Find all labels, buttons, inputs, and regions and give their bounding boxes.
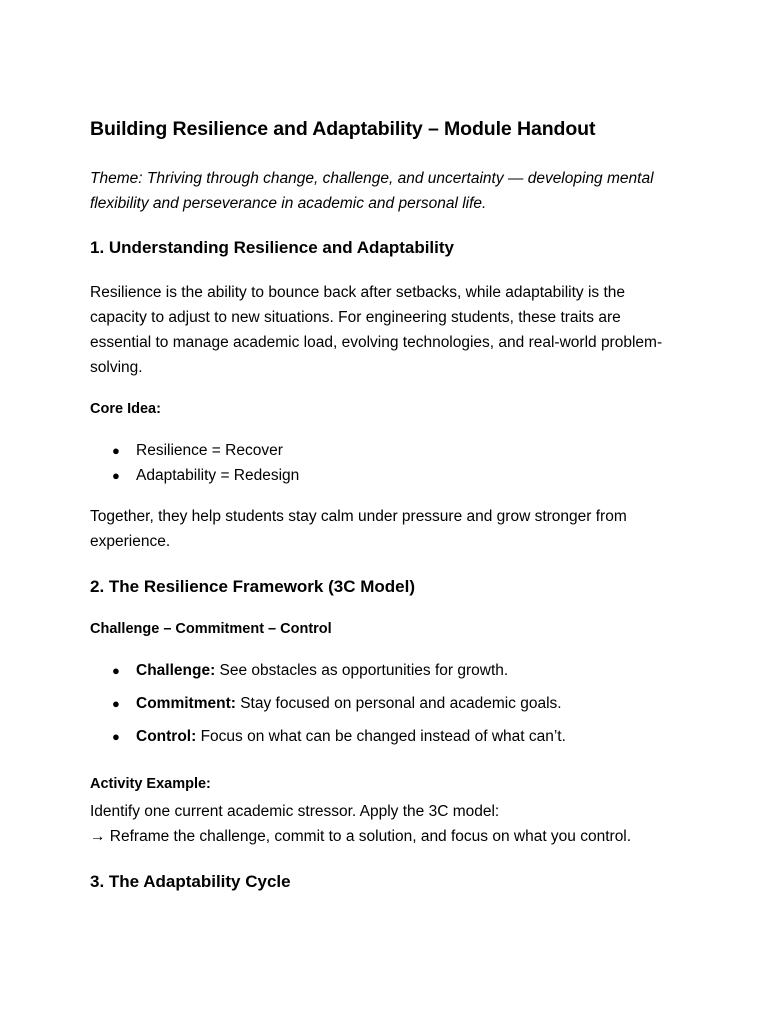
list-item-text: Resilience = Recover: [136, 442, 283, 459]
list-item: [90, 687, 710, 720]
section-1-closing: Together, they help students stay calm under pressure and grow stronger from experience.: [90, 508, 627, 550]
core-idea-label: Core Idea:: [90, 401, 161, 417]
section-2-subheading: Challenge – Commitment – Control: [90, 621, 332, 637]
bullet-icon: ●: [112, 696, 120, 711]
list-item: [90, 654, 710, 687]
bullet-icon: ●: [112, 443, 120, 458]
list-item-term: Challenge:: [136, 662, 216, 679]
list-item-text: Focus on what can be changed instead of what can’t.: [196, 728, 566, 745]
section-3-heading: 3. The Adaptability Cycle: [90, 872, 291, 891]
list-item-text: See obstacles as opportunities for growth.: [215, 662, 509, 679]
list-item-term: Control:: [136, 728, 197, 745]
three-c-list: [90, 654, 710, 753]
list-item: [90, 463, 710, 488]
bullet-icon: ●: [112, 729, 120, 744]
activity-line-2: → Reframe the challenge, commit to a solution, and focus on what you control.: [90, 828, 632, 845]
bullet-icon: ●: [112, 468, 120, 483]
list-item: [90, 720, 710, 753]
theme-statement: Theme: Thriving through change, challenge, and uncertainty — developing mental flexibility and perseverance in academic and personal life.: [90, 170, 654, 212]
list-item: [90, 438, 710, 463]
activity-example-label: Activity Example:: [90, 776, 211, 792]
list-item-term: Commitment:: [136, 695, 236, 712]
bullet-icon: ●: [112, 663, 120, 678]
section-2-heading: 2. The Resilience Framework (3C Model): [90, 577, 415, 596]
section-1-paragraph: Resilience is the ability to bounce back after setbacks, while adaptability is the capacity to adjust to new situations. For engineering students, these traits are essential to manage academic load, evolving technologies, and real-world problem-solving.: [90, 284, 663, 376]
list-item-text: Adaptability = Redesign: [136, 467, 300, 484]
activity-line-1: Identify one current academic stressor. Apply the 3C model:: [90, 803, 500, 820]
document-title: Building Resilience and Adaptability – Module Handout: [90, 118, 596, 140]
core-idea-list: [90, 438, 710, 488]
section-1-heading: 1. Understanding Resilience and Adaptability: [90, 238, 454, 257]
list-item-text: Stay focused on personal and academic goals.: [235, 695, 562, 712]
